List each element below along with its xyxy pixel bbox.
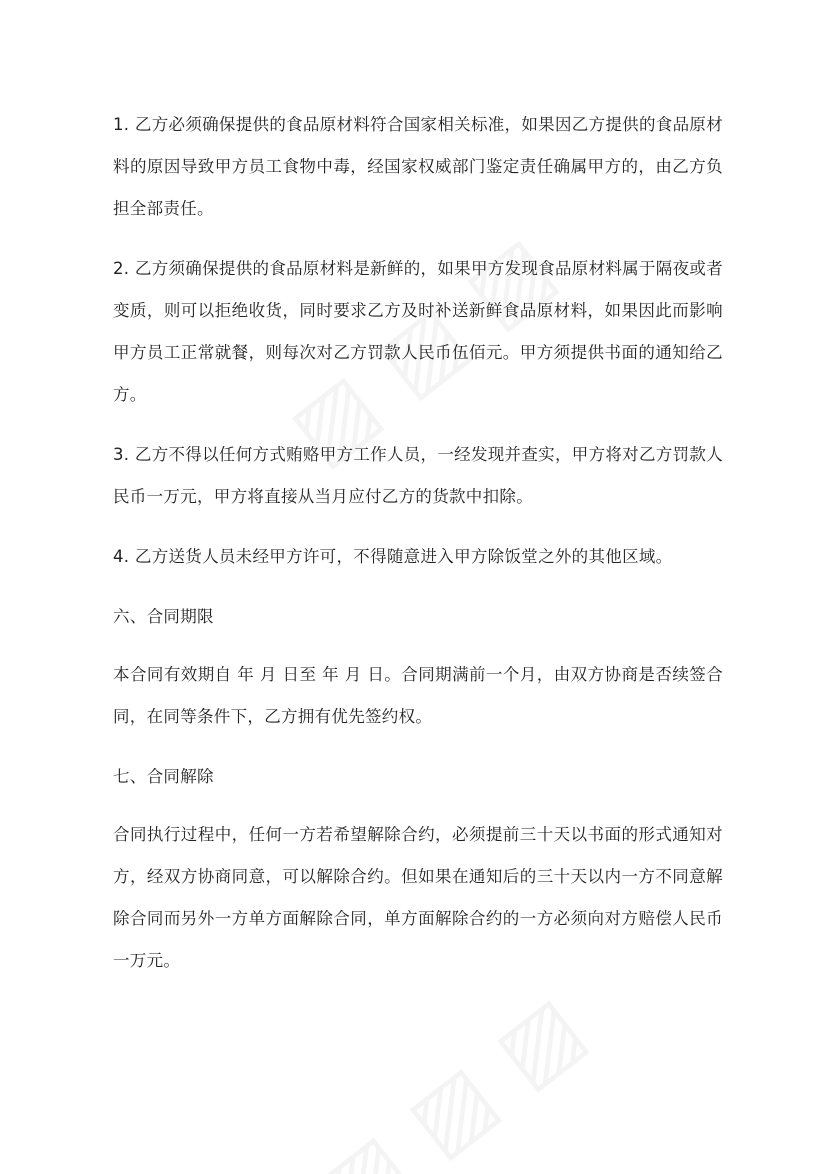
clause-paragraph: 本合同有效期自 年 月 日至 年 月 日。合同期满前一个月，由双方协商是否续签合同，在同等条件下，乙方拥有优先签约权。 xyxy=(113,665,723,726)
clause-paragraph: 3. 乙方不得以任何方式贿赂甲方工作人员，一经发现并查实，甲方将对乙方罚款人民币一万元，甲方将直接从当月应付乙方的货款中扣除。 xyxy=(113,445,723,506)
watermark-graphic xyxy=(301,977,602,1174)
clause-paragraph: 2. 乙方须确保提供的食品原材料是新鲜的，如果甲方发现食品原材料属于隔夜或者变质，则可以拒绝收货，同时要求乙方及时补送新鲜食品原材料，如果因此而影响甲方员工正常就餐，则每次对乙方罚款人民币伍佰元。甲方须提供书面的通知给乙方。 xyxy=(113,259,723,404)
clause-paragraph: 1. 乙方必须确保提供的食品原材料符合国家相关标准，如果因乙方提供的食品原材料的原因导致甲方员工食物中毒，经国家权威部门鉴定责任确属甲方的，由乙方负担全部责任。 xyxy=(113,115,723,218)
clause-paragraph: 合同执行过程中，任何一方若希望解除合约，必须提前三十天以书面的形式通知对方，经双方协商同意，可以解除合约。但如果在通知后的三十天以内一方不同意解除合同而另外一方单方面解除合同，单方面解除合约的一方必须向对方赔偿人民币一万元。 xyxy=(113,825,723,970)
clause-paragraph: 4. 乙方送货人员未经甲方许可，不得随意进入甲方除饭堂之外的其他区域。 xyxy=(113,547,673,566)
document-body xyxy=(113,104,723,1000)
section-heading: 六、合同期限 xyxy=(113,607,214,626)
section-heading: 七、合同解除 xyxy=(113,767,214,786)
